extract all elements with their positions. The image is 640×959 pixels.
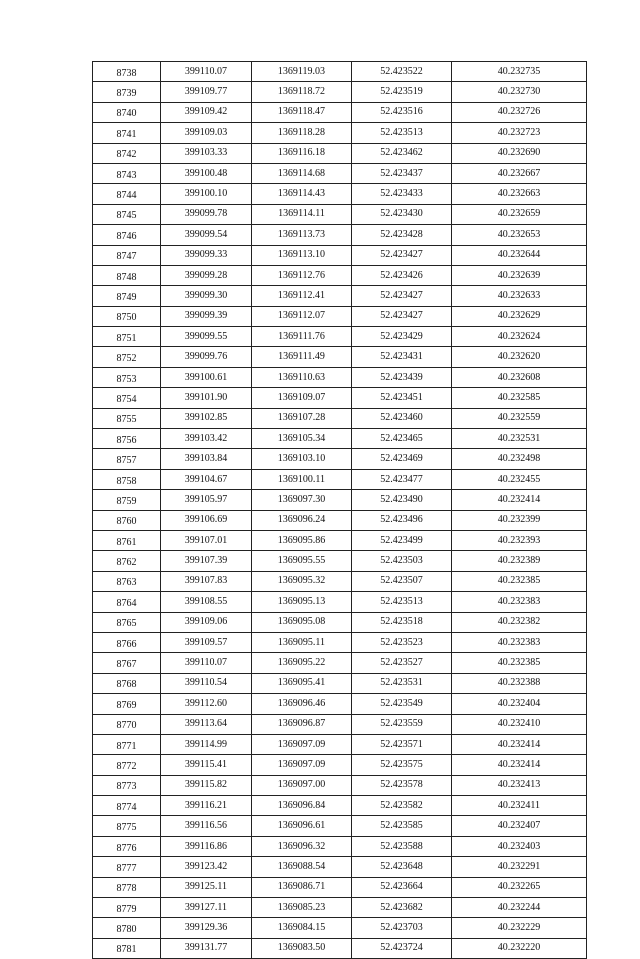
x-coordinate-cell: 399099.39 (161, 306, 252, 326)
longitude-cell: 40.232585 (452, 388, 587, 408)
latitude-cell: 52.423439 (352, 367, 452, 387)
y-coordinate-cell: 1369096.24 (252, 510, 352, 530)
point-number-cell: 8776 (93, 836, 161, 856)
table-row (93, 775, 587, 795)
y-coordinate-cell: 1369112.41 (252, 286, 352, 306)
latitude-cell: 52.423578 (352, 775, 452, 795)
table-row (93, 82, 587, 102)
table-row (93, 429, 587, 449)
x-coordinate-cell: 399101.90 (161, 388, 252, 408)
y-coordinate-cell: 1369095.13 (252, 592, 352, 612)
longitude-cell: 40.232385 (452, 653, 587, 673)
x-coordinate-cell: 399112.60 (161, 694, 252, 714)
point-number-cell: 8744 (93, 184, 161, 204)
longitude-cell: 40.232735 (452, 62, 587, 82)
table-row (93, 898, 587, 918)
latitude-cell: 52.423507 (352, 571, 452, 591)
x-coordinate-cell: 399099.33 (161, 245, 252, 265)
longitude-cell: 40.232403 (452, 836, 587, 856)
y-coordinate-cell: 1369107.28 (252, 408, 352, 428)
longitude-cell: 40.232730 (452, 82, 587, 102)
y-coordinate-cell: 1369095.41 (252, 673, 352, 693)
y-coordinate-cell: 1369114.43 (252, 184, 352, 204)
table-row (93, 225, 587, 245)
latitude-cell: 52.423460 (352, 408, 452, 428)
y-coordinate-cell: 1369118.28 (252, 123, 352, 143)
x-coordinate-cell: 399116.21 (161, 796, 252, 816)
point-number-cell: 8770 (93, 714, 161, 734)
y-coordinate-cell: 1369110.63 (252, 367, 352, 387)
table-row (93, 551, 587, 571)
x-coordinate-cell: 399099.78 (161, 204, 252, 224)
y-coordinate-cell: 1369095.11 (252, 632, 352, 652)
x-coordinate-cell: 399109.57 (161, 632, 252, 652)
table-row (93, 62, 587, 82)
latitude-cell: 52.423682 (352, 898, 452, 918)
x-coordinate-cell: 399099.54 (161, 225, 252, 245)
latitude-cell: 52.423431 (352, 347, 452, 367)
latitude-cell: 52.423522 (352, 62, 452, 82)
point-number-cell: 8752 (93, 347, 161, 367)
point-number-cell: 8774 (93, 796, 161, 816)
latitude-cell: 52.423513 (352, 592, 452, 612)
x-coordinate-cell: 399109.77 (161, 82, 252, 102)
table-row (93, 449, 587, 469)
table-row (93, 694, 587, 714)
longitude-cell: 40.232407 (452, 816, 587, 836)
y-coordinate-cell: 1369103.10 (252, 449, 352, 469)
latitude-cell: 52.423575 (352, 755, 452, 775)
longitude-cell: 40.232410 (452, 714, 587, 734)
latitude-cell: 52.423429 (352, 327, 452, 347)
table-row (93, 245, 587, 265)
y-coordinate-cell: 1369112.76 (252, 265, 352, 285)
longitude-cell: 40.232624 (452, 327, 587, 347)
x-coordinate-cell: 399110.54 (161, 673, 252, 693)
x-coordinate-cell: 399102.85 (161, 408, 252, 428)
table-row (93, 592, 587, 612)
x-coordinate-cell: 399104.67 (161, 469, 252, 489)
y-coordinate-cell: 1369088.54 (252, 857, 352, 877)
y-coordinate-cell: 1369096.46 (252, 694, 352, 714)
longitude-cell: 40.232633 (452, 286, 587, 306)
x-coordinate-cell: 399099.30 (161, 286, 252, 306)
x-coordinate-cell: 399125.11 (161, 877, 252, 897)
x-coordinate-cell: 399105.97 (161, 490, 252, 510)
x-coordinate-cell: 399103.84 (161, 449, 252, 469)
latitude-cell: 52.423648 (352, 857, 452, 877)
x-coordinate-cell: 399103.42 (161, 429, 252, 449)
point-number-cell: 8743 (93, 163, 161, 183)
point-number-cell: 8777 (93, 857, 161, 877)
point-number-cell: 8764 (93, 592, 161, 612)
table-row (93, 816, 587, 836)
point-number-cell: 8766 (93, 632, 161, 652)
point-number-cell: 8753 (93, 367, 161, 387)
point-number-cell: 8781 (93, 938, 161, 958)
longitude-cell: 40.232414 (452, 490, 587, 510)
latitude-cell: 52.423437 (352, 163, 452, 183)
table-row (93, 734, 587, 754)
table-row (93, 530, 587, 550)
y-coordinate-cell: 1369095.08 (252, 612, 352, 632)
coordinates-table-body (93, 62, 587, 959)
longitude-cell: 40.232388 (452, 673, 587, 693)
point-number-cell: 8763 (93, 571, 161, 591)
x-coordinate-cell: 399099.28 (161, 265, 252, 285)
table-row (93, 632, 587, 652)
y-coordinate-cell: 1369109.07 (252, 388, 352, 408)
y-coordinate-cell: 1369096.32 (252, 836, 352, 856)
point-number-cell: 8749 (93, 286, 161, 306)
table-row (93, 123, 587, 143)
point-number-cell: 8768 (93, 673, 161, 693)
x-coordinate-cell: 399109.03 (161, 123, 252, 143)
point-number-cell: 8741 (93, 123, 161, 143)
longitude-cell: 40.232726 (452, 102, 587, 122)
y-coordinate-cell: 1369118.72 (252, 82, 352, 102)
longitude-cell: 40.232385 (452, 571, 587, 591)
latitude-cell: 52.423451 (352, 388, 452, 408)
point-number-cell: 8762 (93, 551, 161, 571)
point-number-cell: 8771 (93, 734, 161, 754)
y-coordinate-cell: 1369096.87 (252, 714, 352, 734)
latitude-cell: 52.423477 (352, 469, 452, 489)
longitude-cell: 40.232291 (452, 857, 587, 877)
latitude-cell: 52.423427 (352, 286, 452, 306)
latitude-cell: 52.423531 (352, 673, 452, 693)
x-coordinate-cell: 399116.86 (161, 836, 252, 856)
point-number-cell: 8738 (93, 62, 161, 82)
longitude-cell: 40.232383 (452, 592, 587, 612)
table-row (93, 857, 587, 877)
latitude-cell: 52.423724 (352, 938, 452, 958)
x-coordinate-cell: 399109.06 (161, 612, 252, 632)
table-row (93, 612, 587, 632)
latitude-cell: 52.423516 (352, 102, 452, 122)
latitude-cell: 52.423513 (352, 123, 452, 143)
latitude-cell: 52.423527 (352, 653, 452, 673)
y-coordinate-cell: 1369084.15 (252, 918, 352, 938)
longitude-cell: 40.232667 (452, 163, 587, 183)
x-coordinate-cell: 399103.33 (161, 143, 252, 163)
longitude-cell: 40.232723 (452, 123, 587, 143)
y-coordinate-cell: 1369113.73 (252, 225, 352, 245)
point-number-cell: 8778 (93, 877, 161, 897)
longitude-cell: 40.232659 (452, 204, 587, 224)
x-coordinate-cell: 399107.01 (161, 530, 252, 550)
longitude-cell: 40.232383 (452, 632, 587, 652)
x-coordinate-cell: 399123.42 (161, 857, 252, 877)
x-coordinate-cell: 399109.42 (161, 102, 252, 122)
longitude-cell: 40.232413 (452, 775, 587, 795)
latitude-cell: 52.423585 (352, 816, 452, 836)
table-row (93, 796, 587, 816)
x-coordinate-cell: 399131.77 (161, 938, 252, 958)
table-row (93, 938, 587, 958)
latitude-cell: 52.423465 (352, 429, 452, 449)
table-row (93, 714, 587, 734)
longitude-cell: 40.232608 (452, 367, 587, 387)
coordinates-table (92, 61, 587, 959)
y-coordinate-cell: 1369119.03 (252, 62, 352, 82)
y-coordinate-cell: 1369105.34 (252, 429, 352, 449)
y-coordinate-cell: 1369116.18 (252, 143, 352, 163)
point-number-cell: 8780 (93, 918, 161, 938)
table-row (93, 918, 587, 938)
longitude-cell: 40.232265 (452, 877, 587, 897)
y-coordinate-cell: 1369111.76 (252, 327, 352, 347)
table-row (93, 571, 587, 591)
y-coordinate-cell: 1369097.00 (252, 775, 352, 795)
latitude-cell: 52.423427 (352, 245, 452, 265)
y-coordinate-cell: 1369097.30 (252, 490, 352, 510)
latitude-cell: 52.423559 (352, 714, 452, 734)
longitude-cell: 40.232382 (452, 612, 587, 632)
longitude-cell: 40.232531 (452, 429, 587, 449)
point-number-cell: 8759 (93, 490, 161, 510)
latitude-cell: 52.423496 (352, 510, 452, 530)
x-coordinate-cell: 399099.55 (161, 327, 252, 347)
y-coordinate-cell: 1369118.47 (252, 102, 352, 122)
table-row (93, 286, 587, 306)
point-number-cell: 8757 (93, 449, 161, 469)
longitude-cell: 40.232690 (452, 143, 587, 163)
point-number-cell: 8772 (93, 755, 161, 775)
x-coordinate-cell: 399099.76 (161, 347, 252, 367)
latitude-cell: 52.423518 (352, 612, 452, 632)
x-coordinate-cell: 399100.48 (161, 163, 252, 183)
point-number-cell: 8761 (93, 530, 161, 550)
point-number-cell: 8751 (93, 327, 161, 347)
x-coordinate-cell: 399107.39 (161, 551, 252, 571)
x-coordinate-cell: 399115.41 (161, 755, 252, 775)
y-coordinate-cell: 1369095.32 (252, 571, 352, 591)
point-number-cell: 8739 (93, 82, 161, 102)
table-row (93, 510, 587, 530)
point-number-cell: 8740 (93, 102, 161, 122)
latitude-cell: 52.423703 (352, 918, 452, 938)
x-coordinate-cell: 399110.07 (161, 653, 252, 673)
table-row (93, 388, 587, 408)
point-number-cell: 8750 (93, 306, 161, 326)
point-number-cell: 8746 (93, 225, 161, 245)
y-coordinate-cell: 1369113.10 (252, 245, 352, 265)
x-coordinate-cell: 399116.56 (161, 816, 252, 836)
table-row (93, 367, 587, 387)
point-number-cell: 8765 (93, 612, 161, 632)
longitude-cell: 40.232629 (452, 306, 587, 326)
point-number-cell: 8779 (93, 898, 161, 918)
point-number-cell: 8754 (93, 388, 161, 408)
longitude-cell: 40.232663 (452, 184, 587, 204)
latitude-cell: 52.423588 (352, 836, 452, 856)
point-number-cell: 8767 (93, 653, 161, 673)
point-number-cell: 8748 (93, 265, 161, 285)
y-coordinate-cell: 1369086.71 (252, 877, 352, 897)
latitude-cell: 52.423503 (352, 551, 452, 571)
y-coordinate-cell: 1369096.84 (252, 796, 352, 816)
x-coordinate-cell: 399110.07 (161, 62, 252, 82)
longitude-cell: 40.232411 (452, 796, 587, 816)
x-coordinate-cell: 399100.61 (161, 367, 252, 387)
latitude-cell: 52.423664 (352, 877, 452, 897)
point-number-cell: 8775 (93, 816, 161, 836)
y-coordinate-cell: 1369114.11 (252, 204, 352, 224)
table-row (93, 265, 587, 285)
longitude-cell: 40.232389 (452, 551, 587, 571)
x-coordinate-cell: 399108.55 (161, 592, 252, 612)
y-coordinate-cell: 1369095.86 (252, 530, 352, 550)
longitude-cell: 40.232220 (452, 938, 587, 958)
longitude-cell: 40.232455 (452, 469, 587, 489)
longitude-cell: 40.232399 (452, 510, 587, 530)
longitude-cell: 40.232559 (452, 408, 587, 428)
table-row (93, 755, 587, 775)
longitude-cell: 40.232653 (452, 225, 587, 245)
x-coordinate-cell: 399129.36 (161, 918, 252, 938)
point-number-cell: 8758 (93, 469, 161, 489)
x-coordinate-cell: 399106.69 (161, 510, 252, 530)
latitude-cell: 52.423490 (352, 490, 452, 510)
x-coordinate-cell: 399107.83 (161, 571, 252, 591)
x-coordinate-cell: 399100.10 (161, 184, 252, 204)
longitude-cell: 40.232404 (452, 694, 587, 714)
y-coordinate-cell: 1369097.09 (252, 755, 352, 775)
table-row (93, 143, 587, 163)
x-coordinate-cell: 399127.11 (161, 898, 252, 918)
table-row (93, 306, 587, 326)
latitude-cell: 52.423523 (352, 632, 452, 652)
table-row (93, 204, 587, 224)
table-row (93, 347, 587, 367)
point-number-cell: 8760 (93, 510, 161, 530)
longitude-cell: 40.232414 (452, 755, 587, 775)
table-row (93, 877, 587, 897)
longitude-cell: 40.232393 (452, 530, 587, 550)
latitude-cell: 52.423433 (352, 184, 452, 204)
latitude-cell: 52.423519 (352, 82, 452, 102)
latitude-cell: 52.423582 (352, 796, 452, 816)
longitude-cell: 40.232498 (452, 449, 587, 469)
y-coordinate-cell: 1369111.49 (252, 347, 352, 367)
y-coordinate-cell: 1369083.50 (252, 938, 352, 958)
point-number-cell: 8773 (93, 775, 161, 795)
y-coordinate-cell: 1369112.07 (252, 306, 352, 326)
latitude-cell: 52.423426 (352, 265, 452, 285)
longitude-cell: 40.232244 (452, 898, 587, 918)
latitude-cell: 52.423499 (352, 530, 452, 550)
point-number-cell: 8769 (93, 694, 161, 714)
longitude-cell: 40.232414 (452, 734, 587, 754)
longitude-cell: 40.232229 (452, 918, 587, 938)
table-row (93, 327, 587, 347)
table-row (93, 408, 587, 428)
table-row (93, 163, 587, 183)
x-coordinate-cell: 399113.64 (161, 714, 252, 734)
x-coordinate-cell: 399114.99 (161, 734, 252, 754)
table-row (93, 653, 587, 673)
y-coordinate-cell: 1369085.23 (252, 898, 352, 918)
latitude-cell: 52.423469 (352, 449, 452, 469)
point-number-cell: 8745 (93, 204, 161, 224)
table-row (93, 184, 587, 204)
latitude-cell: 52.423428 (352, 225, 452, 245)
table-row (93, 673, 587, 693)
latitude-cell: 52.423462 (352, 143, 452, 163)
point-number-cell: 8742 (93, 143, 161, 163)
longitude-cell: 40.232639 (452, 265, 587, 285)
point-number-cell: 8755 (93, 408, 161, 428)
y-coordinate-cell: 1369096.61 (252, 816, 352, 836)
point-number-cell: 8747 (93, 245, 161, 265)
table-row (93, 490, 587, 510)
table-row (93, 102, 587, 122)
point-number-cell: 8756 (93, 429, 161, 449)
table-row (93, 836, 587, 856)
latitude-cell: 52.423430 (352, 204, 452, 224)
latitude-cell: 52.423571 (352, 734, 452, 754)
y-coordinate-cell: 1369095.55 (252, 551, 352, 571)
y-coordinate-cell: 1369114.68 (252, 163, 352, 183)
latitude-cell: 52.423427 (352, 306, 452, 326)
y-coordinate-cell: 1369095.22 (252, 653, 352, 673)
longitude-cell: 40.232644 (452, 245, 587, 265)
latitude-cell: 52.423549 (352, 694, 452, 714)
y-coordinate-cell: 1369100.11 (252, 469, 352, 489)
x-coordinate-cell: 399115.82 (161, 775, 252, 795)
table-row (93, 469, 587, 489)
longitude-cell: 40.232620 (452, 347, 587, 367)
y-coordinate-cell: 1369097.09 (252, 734, 352, 754)
